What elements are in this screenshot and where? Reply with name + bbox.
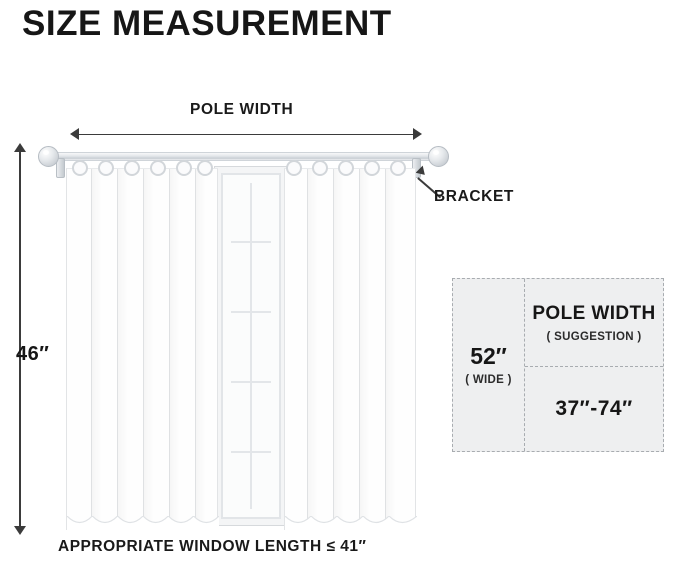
pole-width-range: 37″-74″	[555, 397, 633, 420]
width-value: 52″	[470, 342, 507, 369]
window-length-caption: APPROPRIATE WINDOW LENGTH ≤ 41″	[58, 538, 367, 555]
page-title: SIZE MEASUREMENT	[22, 4, 392, 43]
grommet-icon	[176, 160, 192, 176]
grommet-row-right	[284, 160, 416, 178]
curtain-folds	[285, 169, 415, 530]
curtain-fold-shade	[91, 169, 102, 530]
dimension-line	[76, 134, 416, 136]
curtain-fold-shade	[307, 169, 318, 530]
bracket-leader-line	[420, 168, 446, 190]
width-note: ( WIDE )	[465, 374, 512, 387]
window-mullion-horizontal	[231, 381, 271, 383]
curtain-fabric	[284, 168, 416, 530]
height-label: 46″	[16, 343, 50, 365]
curtain-fold-shade	[385, 169, 396, 530]
grommet-icon	[98, 160, 114, 176]
height-dimension-arrow	[14, 143, 26, 535]
curtain-panel-right	[284, 160, 416, 530]
grommet-icon	[72, 160, 88, 176]
curtain-folds	[67, 169, 217, 530]
curtain-hem-left	[67, 516, 219, 530]
grommet-row-left	[66, 160, 218, 178]
finial-highlight	[433, 150, 439, 155]
table-cell-pole-width-range	[525, 367, 663, 451]
size-info-table	[452, 278, 664, 452]
curtain-fold-shade	[195, 169, 206, 530]
bracket-label: BRACKET	[434, 188, 514, 205]
grommet-icon	[150, 160, 166, 176]
window-graphic	[214, 166, 288, 526]
curtain-fold-shade	[117, 169, 128, 530]
finial-highlight	[43, 150, 49, 155]
pole-width-dimension-arrow	[70, 128, 422, 140]
grommet-icon	[312, 160, 328, 176]
grommet-icon	[197, 160, 213, 176]
window-frame	[221, 173, 281, 519]
grommet-icon	[364, 160, 380, 176]
curtain-fabric	[66, 168, 218, 530]
arrow-down-icon	[14, 526, 26, 535]
grommet-icon	[338, 160, 354, 176]
window-mullion-horizontal	[231, 241, 271, 243]
curtain-fold-shade	[169, 169, 180, 530]
curtain-fold-shade	[143, 169, 154, 530]
rod-finial-left	[38, 146, 59, 167]
table-cell-width	[453, 279, 525, 451]
grommet-icon	[124, 160, 140, 176]
pole-width-note: ( SUGGESTION )	[546, 330, 642, 343]
curtain-fold-shade	[359, 169, 370, 530]
pole-width-label: POLE WIDTH	[190, 101, 294, 118]
pole-width-heading: POLE WIDTH	[532, 302, 656, 324]
table-cell-pole-width-heading	[525, 279, 663, 367]
curtain-panel-left	[66, 160, 218, 530]
grommet-icon	[390, 160, 406, 176]
curtain-hem-right	[285, 516, 417, 530]
rod-finial-right	[428, 146, 449, 167]
window-mullion-horizontal	[231, 451, 271, 453]
window-mullion-horizontal	[231, 311, 271, 313]
arrow-right-icon	[413, 128, 422, 140]
dimension-line	[19, 149, 21, 529]
grommet-icon	[286, 160, 302, 176]
window-mullion-vertical	[250, 183, 252, 509]
curtain-fold-shade	[333, 169, 344, 530]
